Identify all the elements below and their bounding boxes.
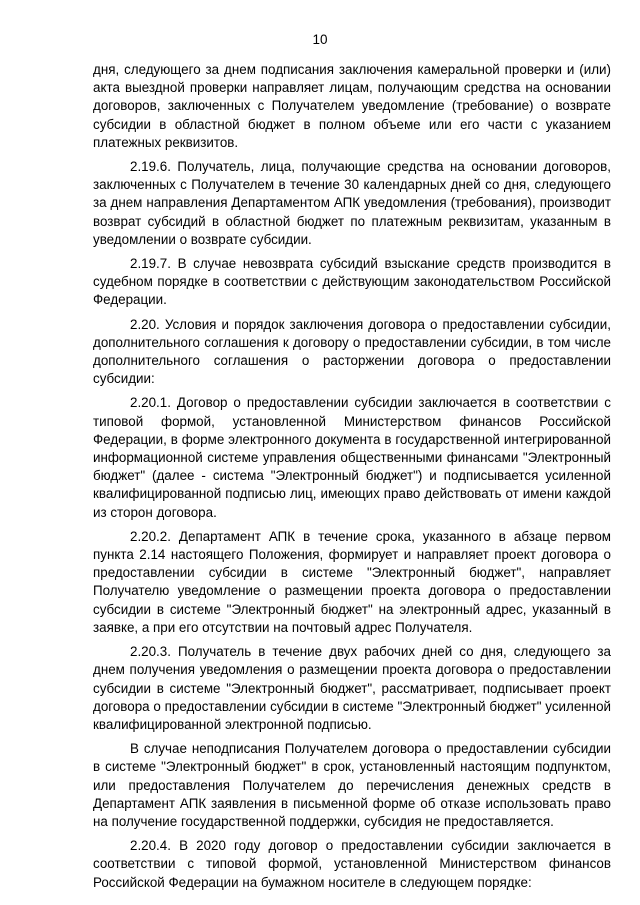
paragraph-2-20-4: 2.20.4. В 2020 году договор о предоставлении субсидии заключается в соответствии с типовой формой, установленной Министерством финансов Российской Федерации на бумажном носителе в следующем порядке: bbox=[93, 838, 611, 890]
document-body bbox=[93, 61, 611, 898]
paragraph-2-19-7: 2.19.7. В случае невозврата субсидий взыскание средств производится в судебном порядке в соответствии с действующим законодательством Российской Федерации. bbox=[93, 256, 611, 308]
paragraph-2-20-3: 2.20.3. Получатель в течение двух рабочих дней со дня, следующего за днем получения уведомления о размещении проекта договора о предоставлении субсидии в системе "Электронный бюджет", рассматривает, подписывает проект договора о предоставлении субсидии в системе "Электронный бюджет" усиленной квалифицированной электронной подписью. bbox=[93, 644, 611, 732]
paragraph-2-20-1: 2.20.1. Договор о предоставлении субсидии заключается в соответствии с типовой формой, установленной Министерством финансов Российской Федерации, в форме электронного документа в государственной интегрированной информационной системе управления общественными финансами "Электронный бюджет" (далее - система "Электронный бюджет") и подписывается усиленной квалифицированной подписью лиц, имеющих право действовать от имени каждой из сторон договора. bbox=[93, 395, 611, 520]
paragraph-2-19-6: 2.19.6. Получатель, лица, получающие средства на основании договоров, заключенных с Получателем в течение 30 календарных дней со дня, следующего за днем направления Департаментом АПК уведомления (требования), производит возврат субсидий в областной бюджет по платежным реквизитам, указанным в уведомлении о возврате субсидии. bbox=[93, 159, 611, 247]
paragraph-2-20-2: 2.20.2. Департамент АПК в течение срока, указанного в абзаце первом пункта 2.14 настоящего Положения, формирует и направляет проект договора о предоставлении субсидии в системе "Электронный бюджет", направляет Получателю уведомление о размещении проекта договора о предоставлении субсидии в системе "Электронный бюджет" на электронный адрес, указанный в заявке, а при его отсутствии на почтовый адрес Получателя. bbox=[93, 528, 611, 635]
paragraph-2-20: 2.20. Условия и порядок заключения договора о предоставлении субсидии, дополнительного соглашения к договору о предоставлении субсидии, в том числе дополнительного соглашения о расторжении договора о предоставлении субсидии: bbox=[93, 316, 611, 387]
page-number: 10 bbox=[312, 32, 328, 47]
paragraph-non-signing: В случае неподписания Получателем договора о предоставлении субсидии в системе "Электронный бюджет" в срок, установленный настоящим подпунктом, или предоставления Получателем до перечисления денежных средств в Департамент АПК заявления в письменной форме об отказе использовать право на получение государственной поддержки, субсидия не предоставляется. bbox=[93, 741, 611, 829]
paragraph-continuation: дня, следующего за днем подписания заключения камеральной проверки и (или) акта выездной проверки направляет лицам, получающим средства на основании договоров, заключенных с Получателем уведомление (требование) о возврате субсидии в областной бюджет в полном объеме или его части с указанием платежных реквизитов. bbox=[93, 62, 611, 150]
